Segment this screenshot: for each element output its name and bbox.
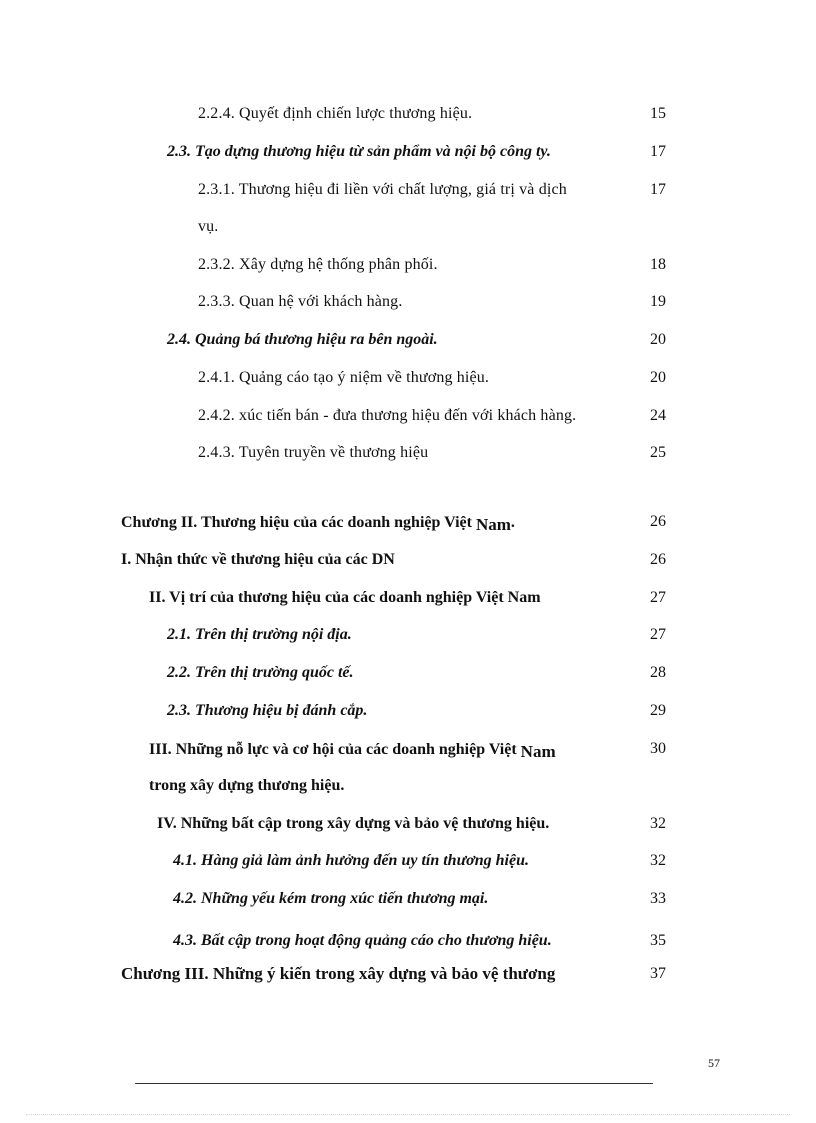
toc-page-number: 25 <box>650 444 666 461</box>
toc-page-number: 26 <box>650 513 666 530</box>
footer-rule <box>135 1083 653 1084</box>
toc-page-number: 32 <box>650 815 666 832</box>
toc-page-number: 17 <box>650 181 666 198</box>
toc-page-number: 32 <box>650 852 666 869</box>
toc-entry-2-3-3: 2.3.3. Quan hệ với khách hàng. <box>198 293 403 310</box>
toc-entry-2-4-3: 2.4.3. Tuyên truyền về thương hiệu <box>198 444 429 461</box>
toc-entry-part-4: IV. Những bất cập trong xây dựng và bảo vệ thương hiệu. <box>157 815 550 832</box>
toc-entry-chapter-2 <box>121 512 515 533</box>
toc-page-number: 27 <box>650 589 666 606</box>
toc-entry-chapter-2-text: Chương II. Thương hiệu của các doanh nghiệp Việt <box>121 514 472 531</box>
toc-entry-2-4-1: 2.4.1. Quảng cáo tạo ý niệm về thương hiệu. <box>198 369 490 386</box>
toc-entry-2-4: 2.4. Quảng bá thương hiệu ra bên ngoài. <box>167 331 438 348</box>
toc-entry-2-3-1-continuation: vụ. <box>198 218 219 235</box>
toc-page-number: 27 <box>650 626 666 643</box>
toc-entry-part-2: II. Vị trí của thương hiệu của các doanh nghiệp Việt Nam <box>149 589 541 606</box>
toc-entry-part-3-continuation: trong xây dựng thương hiệu. <box>149 777 345 794</box>
toc-entry-4-3: 4.3. Bất cập trong hoạt động quảng cáo cho thương hiệu. <box>173 932 552 949</box>
toc-page-number: 17 <box>650 143 666 160</box>
toc-entry-2-4-2: 2.4.2. xúc tiến bán - đưa thương hiệu đến với khách hàng. <box>198 407 577 424</box>
toc-entry-part-3-tail: Nam <box>520 742 556 761</box>
toc-entry-2-1: 2.1. Trên thị trường nội địa. <box>167 626 352 643</box>
toc-entry-2-3-1: 2.3.1. Thương hiệu đi liền với chất lượng, giá trị và dịch <box>198 181 567 198</box>
toc-page-number: 15 <box>650 105 666 122</box>
toc-page-number: 35 <box>650 932 666 949</box>
toc-entry-part-3 <box>149 739 556 760</box>
toc-entry-chapter-2-tail: Nam <box>475 515 511 534</box>
toc-page-number: 33 <box>650 890 666 907</box>
toc-page-number: 20 <box>650 369 666 386</box>
toc-page-number: 30 <box>650 740 666 757</box>
toc-entry-chapter-2-end: . <box>510 514 515 531</box>
toc-page-number: 19 <box>650 293 666 310</box>
toc-page-number: 26 <box>650 551 666 568</box>
toc-page-number: 24 <box>650 407 666 424</box>
page-number: 57 <box>708 1056 720 1070</box>
toc-entry-2-3-b: 2.3. Thương hiệu bị đánh cắp. <box>167 702 368 719</box>
toc-entry-part-3-text: III. Những nỗ lực và cơ hội của các doanh nghiệp Việt <box>149 741 517 758</box>
toc-entry-chapter-3: Chương III. Những ý kiến trong xây dựng và bảo vệ thương <box>121 964 556 983</box>
toc-page-number: 20 <box>650 331 666 348</box>
toc-entry-part-1: I. Nhận thức về thương hiệu của các DN <box>121 551 395 568</box>
page-break-divider <box>26 1114 790 1115</box>
toc-entry-2-3: 2.3. Tạo dựng thương hiệu từ sản phẩm và nội bộ công ty. <box>167 143 551 160</box>
toc-entry-2-2-4: 2.2.4. Quyết định chiến lược thương hiệu. <box>198 105 473 122</box>
toc-page-number: 37 <box>650 965 666 982</box>
toc-entry-2-2: 2.2. Trên thị trường quốc tế. <box>167 664 354 681</box>
toc-page-number: 29 <box>650 702 666 719</box>
toc-page-number: 18 <box>650 256 666 273</box>
toc-entry-4-2: 4.2. Những yếu kém trong xúc tiến thương mại. <box>173 890 489 907</box>
toc-entry-2-3-2: 2.3.2. Xây dựng hệ thống phân phối. <box>198 256 438 273</box>
toc-entry-4-1: 4.1. Hàng giả làm ảnh hưởng đến uy tín thương hiệu. <box>173 852 529 869</box>
toc-page-number: 28 <box>650 664 666 681</box>
